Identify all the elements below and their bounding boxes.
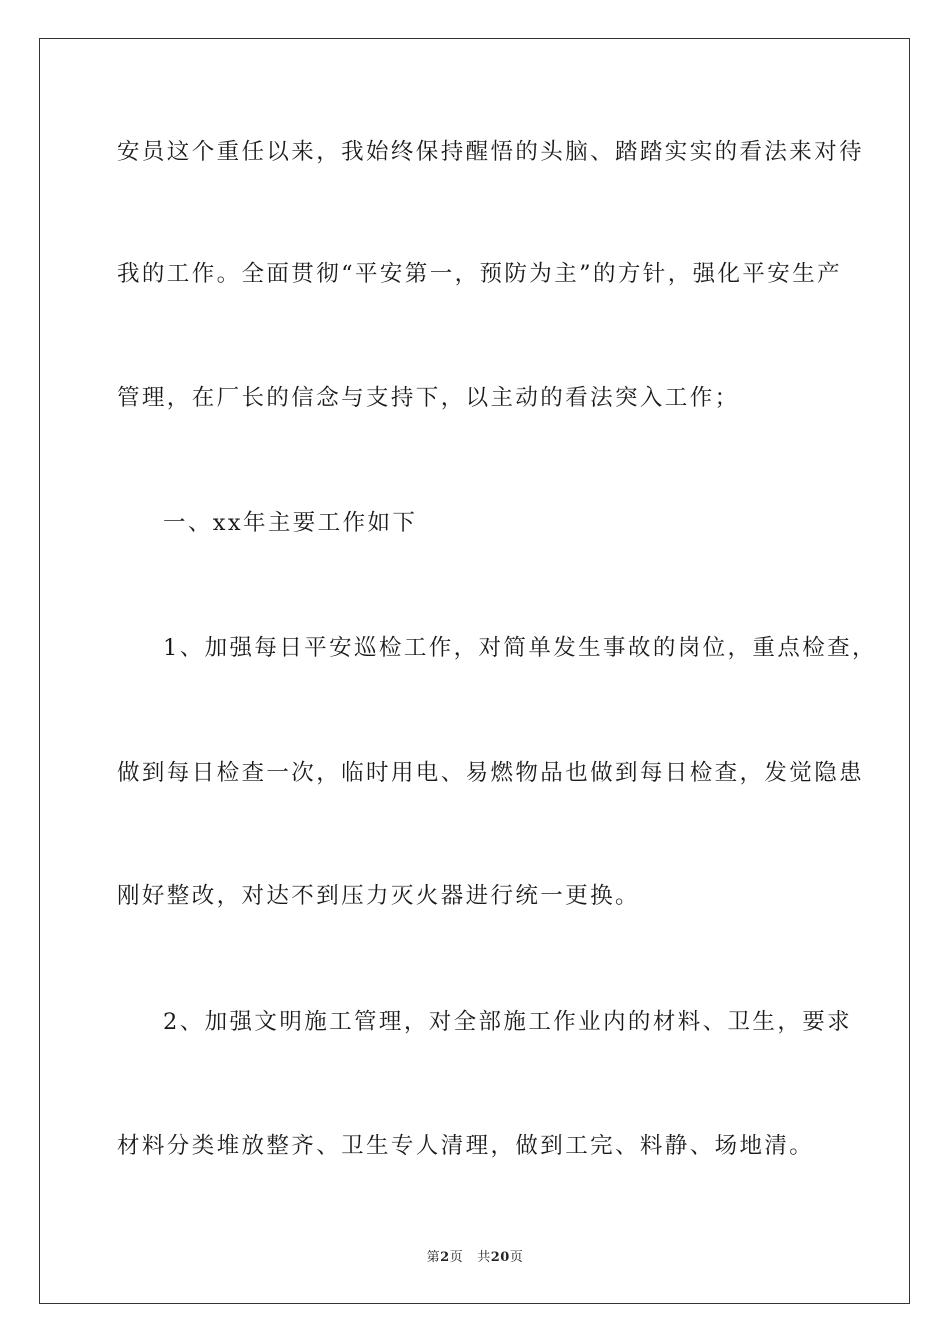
paragraph-line-2: 我的工作。全面贯彻“平安第一，预防为主”的方针，强化平安生产: [117, 261, 843, 287]
total-prefix: 共: [477, 1250, 491, 1265]
section-heading: 一、xx年主要工作如下: [163, 510, 418, 536]
current-page-number: 2: [440, 1250, 450, 1265]
page-prefix: 第: [426, 1250, 441, 1265]
page-border: [39, 38, 910, 1304]
page-suffix: 页: [449, 1250, 464, 1265]
item-2-line-1: 2、加强文明施工管理，对全部施工作业内的材料、卫生，要求: [163, 1009, 853, 1035]
item-1-line-1: 1、加强每日平安巡检工作，对简单发生事故的岗位，重点检查，: [163, 635, 877, 661]
total-suffix: 页: [509, 1250, 524, 1265]
paragraph-line-1: 安员这个重任以来，我始终保持醒悟的头脑、踏踏实实的看法来对待: [117, 139, 865, 165]
item-1-line-2: 做到每日检查一次，临时用电、易燃物品也做到每日检查，发觉隐患: [117, 760, 865, 786]
page-footer: [0, 1246, 950, 1265]
item-1-line-3: 刚好整改，对达不到压力灭火器进行统一更换。: [117, 883, 640, 909]
item-2-line-2: 材料分类堆放整齐、卫生专人清理，做到工完、料静、场地清。: [117, 1133, 815, 1159]
paragraph-line-3: 管理，在厂长的信念与支持下，以主动的看法突入工作；: [117, 385, 740, 411]
total-pages-number: 20: [490, 1250, 510, 1265]
